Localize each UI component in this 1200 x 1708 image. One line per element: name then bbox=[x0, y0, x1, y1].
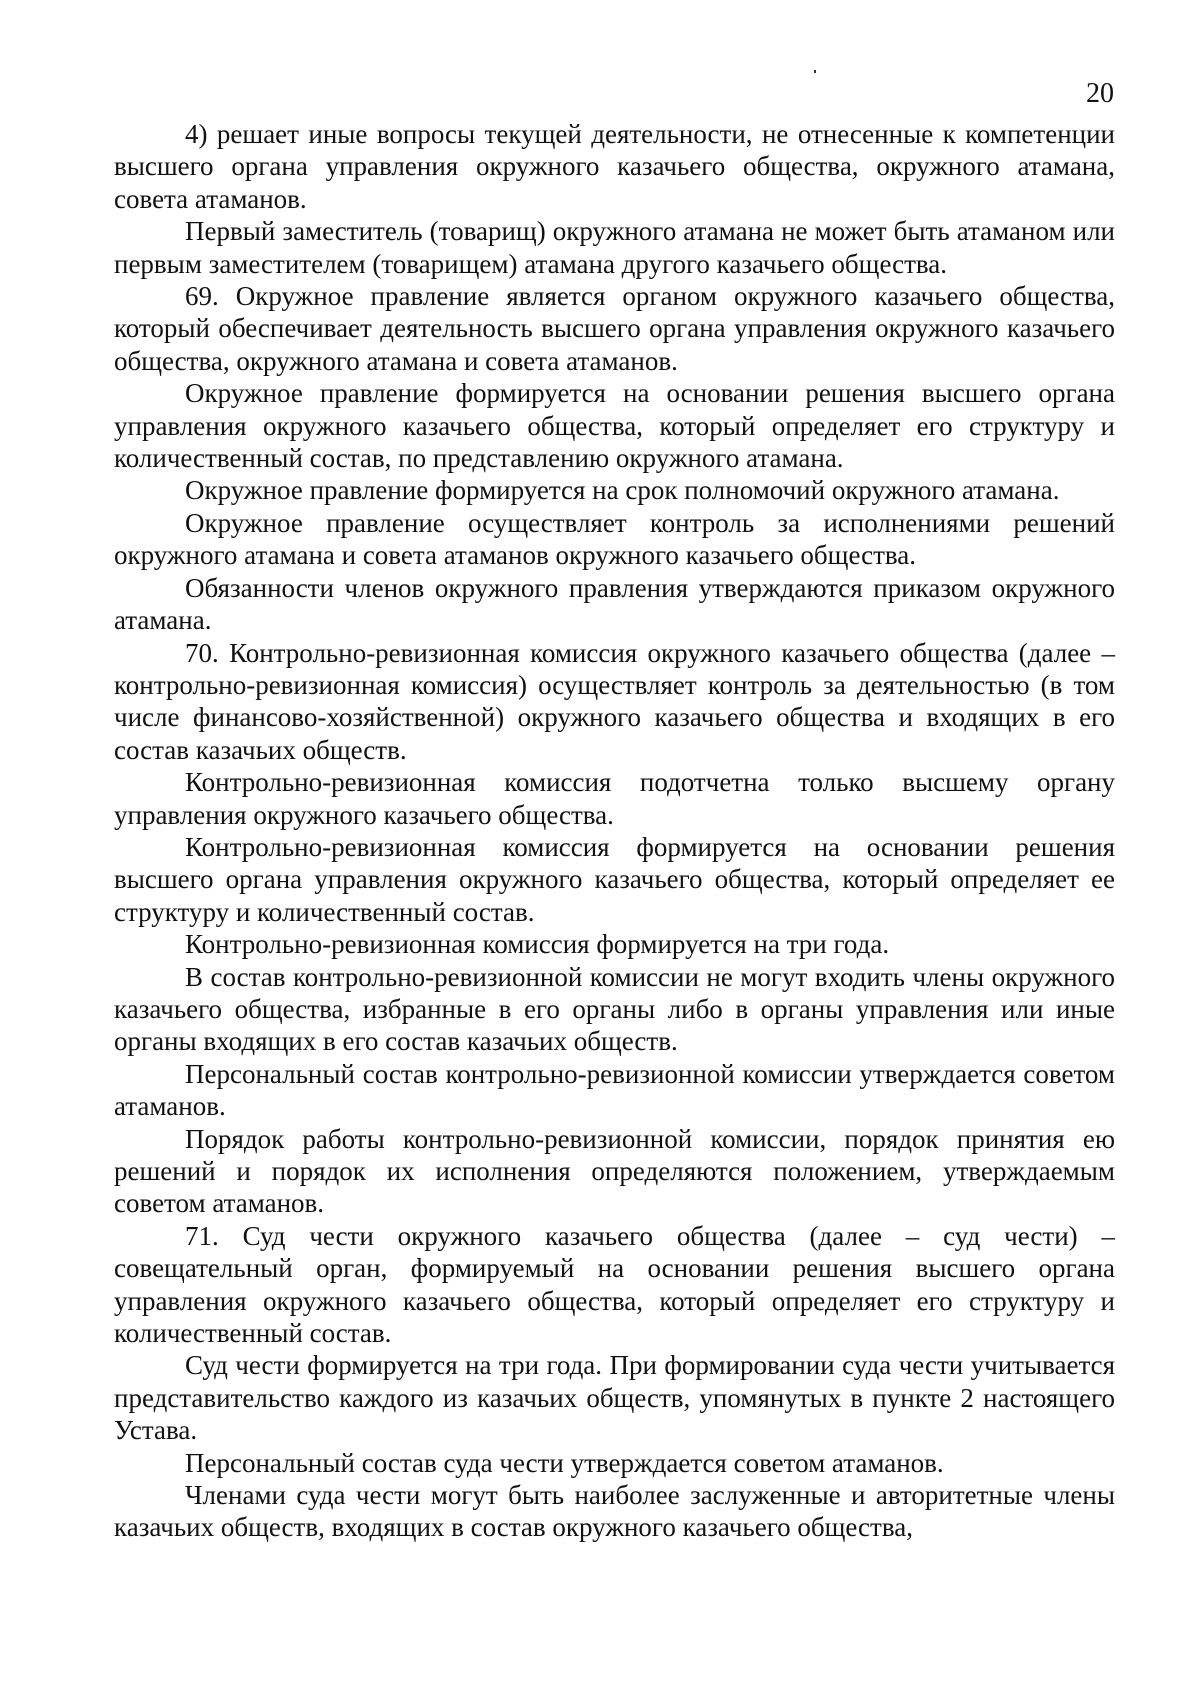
document-body bbox=[114, 118, 1115, 1544]
paragraph-audit-accountability: Контрольно-ревизионная комиссия подотчетна только высшему органу управления окружного казачьего общества. bbox=[114, 767, 1115, 830]
paragraph-audit-personnel: Персональный состав контрольно-ревизионной комиссии утверждается советом атаманов. bbox=[114, 1058, 1115, 1122]
paragraph-board-duties: Обязанности членов окружного правления утверждаются приказом окружного атамана. bbox=[114, 572, 1115, 636]
page-number: 20 bbox=[1086, 78, 1114, 109]
paragraph-audit-procedure: Порядок работы контрольно-ревизионной комиссии, порядок принятия ею решений и порядок их исполнения определяются положением, утверждаемым советом атаманов. bbox=[114, 1123, 1115, 1219]
paragraph-section-70: 70. Контрольно-ревизионная комиссия окружного казачьего общества (далее – контрольно-ревизионная комиссия) осуществляет контроль за деятельностью (в том числе финансово-хозяйственной) окружного казачьего общества и входящих в его состав казачьих обществ. bbox=[114, 637, 1115, 765]
paragraph-board-term: Окружное правление формируется на срок полномочий окружного атамана. bbox=[185, 475, 1060, 506]
paragraph-audit-formation: Контрольно-ревизионная комиссия формируется на основании решения высшего органа управления окружного казачьего общества, который определяет ее структуру и количественный состав. bbox=[114, 831, 1115, 927]
paragraph-board-control: Окружное правление осуществляет контроль за исполнениями решений окружного атамана и совета атаманов окружного казачьего общества. bbox=[114, 507, 1115, 571]
paragraph-section-69: 69. Окружное правление является органом окружного казачьего общества, который обеспечивает деятельность высшего органа управления окружного казачьего общества, окружного атамана и совета атаманов. bbox=[114, 281, 1115, 376]
paragraph-audit-term: Контрольно-ревизионная комиссия формируется на три года. bbox=[185, 929, 890, 960]
paragraph-audit-membership: В состав контрольно-ревизионной комиссии не могут входить члены окружного казачьего общества, избранные в его органы либо в органы управления или иные органы входящих в его состав казачьих обществ. bbox=[114, 961, 1115, 1057]
paragraph-court-term: Суд чести формируется на три года. При формировании суда чести учитывается представительство каждого из казачьих обществ, упомянутых в пункте 2 настоящего Устава. bbox=[114, 1350, 1115, 1446]
paragraph-court-members: Членами суда чести могут быть наиболее заслуженные и авторитетные члены казачьих обществ, входящих в состав окружного казачьего общества, bbox=[114, 1480, 1115, 1543]
paragraph-court-personnel: Персональный состав суда чести утверждается советом атаманов. bbox=[185, 1447, 944, 1478]
paragraph-board-formation: Окружное правление формируется на основании решения высшего органа управления окружного казачьего общества, который определяет его структуру и количественный состав, по представлению окружного атамана. bbox=[114, 378, 1115, 474]
paragraph-item-4: 4) решает иные вопросы текущей деятельности, не отнесенные к компетенции высшего органа управления окружного казачьего общества, окружного атамана, совета атаманов. bbox=[114, 119, 1115, 214]
paragraph-first-deputy: Первый заместитель (товарищ) окружного атамана не может быть атаманом или первым заместителем (товарищем) атамана другого казачьего общества. bbox=[114, 216, 1115, 279]
scan-speck bbox=[814, 70, 816, 73]
paragraph-section-71: 71. Суд чести окружного казачьего общества (далее – суд чести) – совещательный орган, формируемый на основании решения высшего органа управления окружного казачьего общества, который определяет его структуру и количественный состав. bbox=[114, 1220, 1115, 1349]
